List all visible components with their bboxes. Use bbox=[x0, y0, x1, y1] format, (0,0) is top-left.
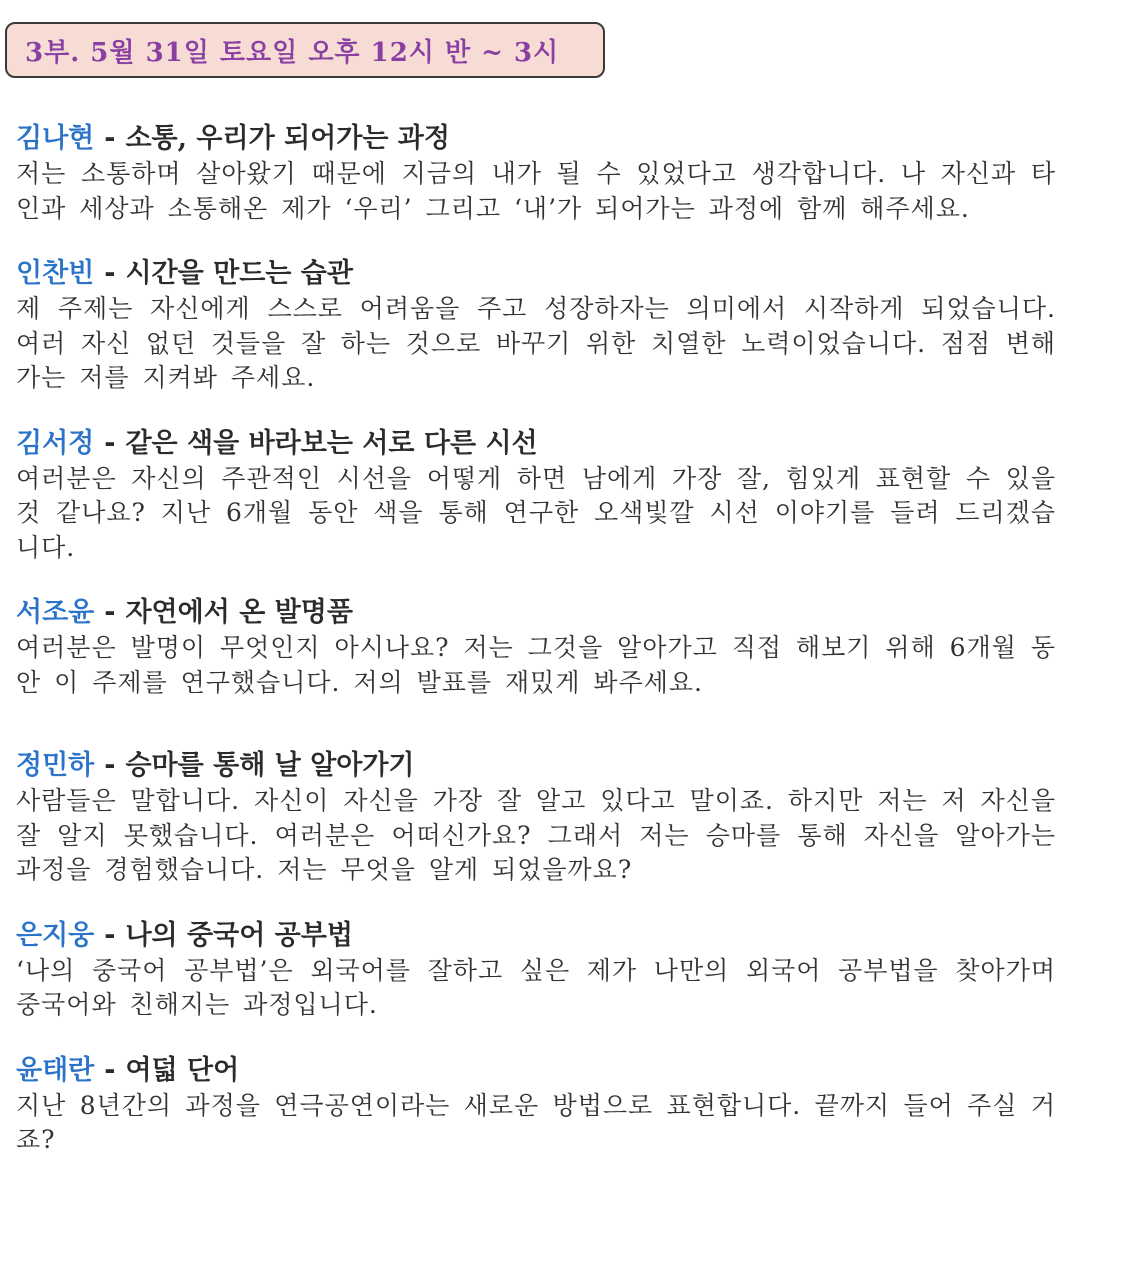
presentation-heading bbox=[16, 1053, 1056, 1089]
title-separator: - bbox=[104, 597, 116, 628]
presentation-description: 여러분은 자신의 주관적인 시선을 어떻게 하면 남에게 가장 잘, 힘있게 표현할 수 있을 것 같나요? 지난 6개월 동안 색을 통해 연구한 오색빛깔 시선 이야기를 들려 드리겠습니다. bbox=[16, 463, 1056, 562]
title-separator: - bbox=[104, 427, 116, 459]
title-separator: - bbox=[104, 258, 116, 289]
presentation-entry bbox=[16, 121, 1056, 226]
session-header bbox=[5, 22, 605, 78]
title-separator: - bbox=[104, 1054, 116, 1086]
presentation-entry bbox=[16, 748, 1056, 888]
presenter-name: 윤태란 bbox=[16, 1054, 95, 1086]
presenter-name: 김서정 bbox=[16, 427, 95, 459]
presentation-description: 저는 소통하며 살아왔기 때문에 지금의 내가 될 수 있었다고 생각합니다. 나 자신과 타인과 세상과 소통해온 제가 ‘우리’ 그리고 ‘내’가 되어가는 과정에 함께 해주세요. bbox=[16, 159, 1056, 223]
title-separator: - bbox=[104, 919, 116, 951]
presentation-description: 지난 8년간의 과정을 연극공연이라는 새로운 방법으로 표현합니다. 끝까지 들어 주실 거죠? bbox=[16, 1090, 1056, 1154]
presentation-entry bbox=[16, 1053, 1056, 1158]
presentation-entry bbox=[16, 426, 1056, 566]
presentation-list bbox=[16, 121, 1056, 1158]
session-title: 3부. 5월 31일 토요일 오후 12시 반 ~ 3시 bbox=[25, 37, 560, 68]
presentation-title: 승마를 통해 날 알아가기 bbox=[125, 750, 415, 781]
presenter-name: 정민하 bbox=[16, 750, 95, 781]
presenter-name: 김나현 bbox=[16, 123, 95, 154]
presentation-description: 제 주제는 자신에게 스스로 어려움을 주고 성장하자는 의미에서 시작하게 되었습니다. 여러 자신 없던 것들을 잘 하는 것으로 바꾸기 위한 치열한 노력이었습니다. 점점 변해가는 저를 지켜봐 주세요. bbox=[16, 294, 1056, 392]
presentation-heading bbox=[16, 426, 1056, 462]
presenter-name: 서조윤 bbox=[16, 597, 95, 628]
presentation-heading bbox=[16, 121, 1056, 157]
presentation-entry bbox=[16, 918, 1056, 1023]
presentation-title: 소통, 우리가 되어가는 과정 bbox=[125, 123, 450, 154]
title-separator: - bbox=[104, 750, 116, 781]
presentation-heading bbox=[16, 748, 1056, 784]
presentation-entry bbox=[16, 256, 1056, 396]
title-separator: - bbox=[104, 123, 116, 154]
presentation-description: 여러분은 발명이 무엇인지 아시나요? 저는 그것을 알아가고 직접 해보기 위해 6개월 동안 이 주제를 연구했습니다. 저의 발표를 재밌게 봐주세요. bbox=[16, 633, 1056, 697]
presentation-heading bbox=[16, 256, 1056, 292]
presentation-description: 사람들은 말합니다. 자신이 자신을 가장 잘 알고 있다고 말이죠. 하지만 저는 저 자신을 잘 알지 못했습니다. 여러분은 어떠신가요? 그래서 저는 승마를 통해 자신을 알아가는 과정을 경험했습니다. 저는 무엇을 알게 되었을까요? bbox=[16, 786, 1056, 884]
presentation-description: ‘나의 중국어 공부법’은 외국어를 잘하고 싶은 제가 나만의 외국어 공부법을 찾아가며 중국어와 친해지는 과정입니다. bbox=[16, 955, 1056, 1019]
presentation-title: 같은 색을 바라보는 서로 다른 시선 bbox=[125, 427, 538, 459]
presentation-heading bbox=[16, 595, 1056, 631]
presentation-heading bbox=[16, 918, 1056, 954]
presenter-name: 인찬빈 bbox=[16, 258, 95, 289]
presentation-title: 여덟 단어 bbox=[125, 1054, 240, 1086]
presenter-name: 은지웅 bbox=[16, 919, 95, 951]
presentation-title: 시간을 만드는 습관 bbox=[125, 258, 353, 289]
presentation-title: 자연에서 온 발명품 bbox=[125, 597, 353, 628]
presentation-entry bbox=[16, 595, 1056, 700]
presentation-title: 나의 중국어 공부법 bbox=[125, 919, 353, 951]
